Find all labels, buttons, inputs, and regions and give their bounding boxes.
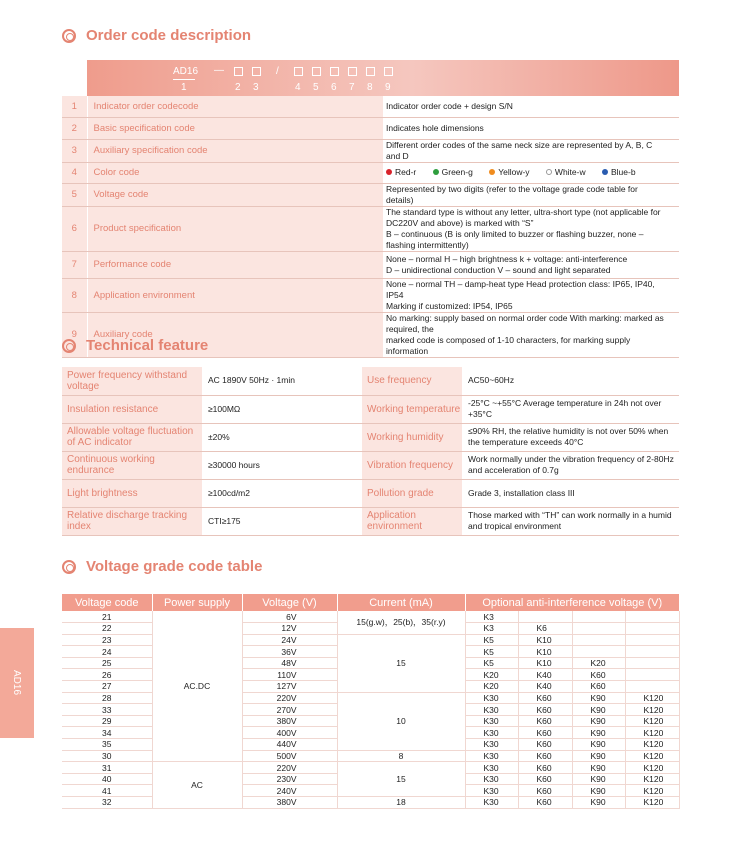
- anti-interference-cell: K90: [572, 797, 625, 809]
- order-row-no: 4: [62, 162, 87, 183]
- voltage-cell: 380V: [242, 797, 337, 809]
- tech-label: Pollution grade: [362, 479, 462, 507]
- tech-row: [62, 479, 679, 507]
- voltage-code-cell: 25: [62, 657, 152, 669]
- voltage-code-cell: 21: [62, 611, 152, 623]
- anti-interference-cell: K120: [625, 762, 679, 774]
- volt-row: [62, 611, 679, 623]
- pos-1: 1: [181, 82, 187, 93]
- anti-interference-cell: K40: [518, 669, 572, 681]
- order-row-desc-line: None – normal H – high brightness k + voltage: anti-interference: [386, 253, 628, 264]
- pos-2: 2: [235, 82, 241, 93]
- voltage-code-cell: 30: [62, 750, 152, 762]
- current-cell: 15: [337, 634, 465, 692]
- tech-value: ≥100MΩ: [202, 395, 362, 423]
- order-row-item: Performance code: [87, 251, 383, 278]
- voltage-cell: 12V: [242, 623, 337, 635]
- order-row: [62, 278, 679, 312]
- anti-interference-cell: K30: [465, 750, 518, 762]
- anti-interference-cell: K120: [625, 727, 679, 739]
- volt-row: [62, 762, 679, 774]
- code-slash: /: [276, 66, 279, 77]
- volt-title-text: Voltage grade code table: [86, 558, 263, 575]
- anti-interference-cell: K90: [572, 704, 625, 716]
- voltage-code-cell: 26: [62, 669, 152, 681]
- side-tab: [0, 628, 34, 738]
- anti-interference-cell: K30: [465, 785, 518, 797]
- anti-interference-cell: K60: [572, 669, 625, 681]
- anti-interference-cell: K90: [572, 762, 625, 774]
- order-row-desc: [383, 312, 679, 357]
- anti-interference-cell: [572, 634, 625, 646]
- anti-interference-cell: [625, 611, 679, 623]
- tech-value: ±20%: [202, 423, 362, 451]
- voltage-cell: 110V: [242, 669, 337, 681]
- tech-value: -25°C ~+55°C Average temperature in 24h not over +35°C: [462, 395, 679, 423]
- anti-interference-cell: K60: [518, 692, 572, 704]
- current-cell: 8: [337, 750, 465, 762]
- color-option-red: [386, 167, 416, 177]
- anti-interference-cell: K3: [465, 623, 518, 635]
- order-row: [62, 139, 679, 162]
- voltage-grade-table: [62, 594, 680, 809]
- color-label: Blue-b: [611, 167, 636, 177]
- anti-interference-cell: K60: [572, 681, 625, 693]
- order-header-row: [62, 60, 679, 96]
- order-row-desc-line: marked code is composed of 1-10 characters, for marking supply information: [386, 334, 631, 356]
- voltage-cell: 48V: [242, 657, 337, 669]
- anti-interference-cell: K30: [465, 762, 518, 774]
- volt-section-title: [62, 558, 262, 575]
- order-row-no: 1: [62, 96, 87, 117]
- voltage-code-cell: 40: [62, 773, 152, 785]
- order-title-text: Order code description: [86, 27, 252, 44]
- tech-row: [62, 395, 679, 423]
- pos-5: 5: [313, 82, 319, 93]
- pos-6: 6: [331, 82, 337, 93]
- anti-interference-cell: K40: [518, 681, 572, 693]
- side-tab-label: AD16: [11, 670, 22, 696]
- volt-body: [62, 611, 679, 808]
- volt-header: Current (mA): [337, 594, 465, 611]
- volt-header-row: [62, 594, 679, 611]
- anti-interference-cell: K60: [518, 750, 572, 762]
- anti-interference-cell: K60: [518, 762, 572, 774]
- technical-feature-table: [62, 367, 679, 536]
- anti-interference-cell: K5: [465, 646, 518, 658]
- anti-interference-cell: K60: [518, 785, 572, 797]
- order-row-item: Auxiliary code: [87, 312, 383, 357]
- tech-value: Grade 3, installation class III: [462, 479, 679, 507]
- code-box-5: [312, 67, 321, 76]
- blue-dot-icon: [602, 169, 608, 175]
- volt-header: Voltage (V): [242, 594, 337, 611]
- order-row-desc-line: The standard type is without any letter, ultra-short type (not applicable for DC220V and above) is marked with “S”: [386, 206, 661, 228]
- order-row-color: [62, 162, 679, 183]
- order-row-desc: [383, 206, 679, 251]
- voltage-cell: 270V: [242, 704, 337, 716]
- color-option-blue: [602, 167, 636, 177]
- tech-row: [62, 507, 679, 535]
- anti-interference-cell: K120: [625, 785, 679, 797]
- tech-title-text: Technical feature: [86, 337, 209, 354]
- pos-3: 3: [253, 82, 259, 93]
- voltage-code-cell: 27: [62, 681, 152, 693]
- voltage-code-cell: 28: [62, 692, 152, 704]
- tech-value: ≥100cd/m2: [202, 479, 362, 507]
- order-header-no: No.: [64, 72, 80, 84]
- voltage-cell: 220V: [242, 762, 337, 774]
- voltage-code-cell: 29: [62, 715, 152, 727]
- yellow-dot-icon: [489, 169, 495, 175]
- power-supply-cell: AC: [152, 762, 242, 808]
- tech-value: AC50~60Hz: [462, 367, 679, 395]
- tech-label: Insulation resistance: [62, 395, 202, 423]
- volt-header: Power supply: [152, 594, 242, 611]
- voltage-cell: 380V: [242, 715, 337, 727]
- anti-interference-cell: K60: [518, 773, 572, 785]
- anti-interference-cell: K60: [518, 797, 572, 809]
- order-row-desc: [383, 251, 679, 278]
- anti-interference-cell: K30: [465, 704, 518, 716]
- order-row-desc: Represented by two digits (refer to the voltage grade code table for details): [383, 183, 679, 206]
- tech-value: Work normally under the vibration frequency of 2-80Hz and acceleration of 0.7g: [462, 451, 679, 479]
- tech-value: CTI≥175: [202, 507, 362, 535]
- anti-interference-cell: K10: [518, 646, 572, 658]
- code-box-9: [384, 67, 393, 76]
- anti-interference-cell: [625, 623, 679, 635]
- anti-interference-cell: K5: [465, 634, 518, 646]
- order-row-no: 8: [62, 278, 87, 312]
- code-box-6: [330, 67, 339, 76]
- order-row-item: Auxiliary specification code: [87, 139, 383, 162]
- anti-interference-cell: K30: [465, 797, 518, 809]
- circle-icon: [62, 29, 76, 43]
- order-row-desc: [383, 278, 679, 312]
- anti-interference-cell: K90: [572, 773, 625, 785]
- anti-interference-cell: [625, 669, 679, 681]
- anti-interference-cell: [625, 681, 679, 693]
- order-row: [62, 251, 679, 278]
- anti-interference-cell: K30: [465, 739, 518, 751]
- voltage-code-cell: 31: [62, 762, 152, 774]
- order-row-desc: Indicates hole dimensions: [383, 117, 679, 139]
- current-cell: 18: [337, 797, 465, 809]
- anti-interference-cell: K30: [465, 773, 518, 785]
- pos-4: 4: [295, 82, 301, 93]
- order-code-pattern: [87, 60, 679, 96]
- code-box-2: [234, 67, 243, 76]
- order-row-no: 7: [62, 251, 87, 278]
- voltage-cell: 500V: [242, 750, 337, 762]
- order-row-desc-line: Marking if customized: IP54, IP65: [386, 300, 513, 311]
- anti-interference-cell: K6: [518, 623, 572, 635]
- tech-label: Working temperature: [362, 395, 462, 423]
- tech-label: Power frequency withstand voltage: [62, 367, 202, 395]
- green-dot-icon: [433, 169, 439, 175]
- anti-interference-cell: K30: [465, 715, 518, 727]
- tech-value: ≤90% RH, the relative humidity is not over 50% when the temperature exceeds 40°C: [462, 423, 679, 451]
- order-row-desc-line: B – continuous (B is only limited to buzzer or flashing buzzer, none – flashing intermittently): [386, 228, 644, 250]
- voltage-code-cell: 24: [62, 646, 152, 658]
- code-prefix: AD16: [173, 66, 199, 77]
- tech-row: [62, 423, 679, 451]
- tech-label: Vibration frequency: [362, 451, 462, 479]
- order-row-item: Product specification: [87, 206, 383, 251]
- volt-header: Voltage code: [62, 594, 152, 611]
- order-row-no: 5: [62, 183, 87, 206]
- anti-interference-cell: K60: [518, 715, 572, 727]
- current-cell: 15(g.w)，25(b)，35(r.y): [337, 611, 465, 634]
- tech-value: Those marked with “TH” can work normally in a humid and tropical environment: [462, 507, 679, 535]
- anti-interference-cell: K10: [518, 634, 572, 646]
- order-row-item: Color code: [87, 162, 383, 183]
- tech-section-title: [62, 337, 208, 354]
- code-box-7: [348, 67, 357, 76]
- tech-label: Relative discharge tracking index: [62, 507, 202, 535]
- order-row-desc: Different order codes of the same neck size are represented by A, B, C and D: [383, 139, 679, 162]
- tech-label: Continuous working endurance: [62, 451, 202, 479]
- anti-interference-cell: K60: [518, 739, 572, 751]
- anti-interference-cell: K120: [625, 704, 679, 716]
- anti-interference-cell: K90: [572, 692, 625, 704]
- circle-icon: [62, 339, 76, 353]
- anti-interference-cell: [625, 657, 679, 669]
- anti-interference-cell: K20: [465, 669, 518, 681]
- pos-9: 9: [385, 82, 391, 93]
- color-label: Green-g: [441, 167, 473, 177]
- order-row: [62, 96, 679, 117]
- anti-interference-cell: K120: [625, 797, 679, 809]
- red-dot-icon: [386, 169, 392, 175]
- anti-interference-cell: [572, 646, 625, 658]
- order-row-desc-line: No marking: supply based on normal order code With marking: marked as required, the: [386, 312, 664, 334]
- anti-interference-cell: K30: [465, 692, 518, 704]
- order-row: [62, 183, 679, 206]
- tech-label: Application environment: [362, 507, 462, 535]
- voltage-cell: 400V: [242, 727, 337, 739]
- anti-interference-cell: K120: [625, 715, 679, 727]
- tech-label: Working humidity: [362, 423, 462, 451]
- voltage-code-cell: 34: [62, 727, 152, 739]
- tech-row: [62, 451, 679, 479]
- anti-interference-cell: [625, 634, 679, 646]
- pos-8: 8: [367, 82, 373, 93]
- code-prefix-underline: [173, 79, 195, 80]
- color-label: Red-r: [395, 167, 417, 177]
- color-label: Yellow-y: [498, 167, 530, 177]
- circle-icon: [62, 560, 76, 574]
- voltage-cell: 6V: [242, 611, 337, 623]
- order-row: [62, 206, 679, 251]
- anti-interference-cell: K20: [465, 681, 518, 693]
- anti-interference-cell: K60: [518, 704, 572, 716]
- volt-header: Optional anti-interference voltage (V): [465, 594, 679, 611]
- voltage-code-cell: 22: [62, 623, 152, 635]
- anti-interference-cell: K30: [465, 727, 518, 739]
- voltage-cell: 127V: [242, 681, 337, 693]
- order-row-item: Application environment: [87, 278, 383, 312]
- order-row-no: 3: [62, 139, 87, 162]
- color-options: [383, 162, 679, 183]
- order-row-desc: Indicator order code + design S/N: [383, 96, 679, 117]
- order-row-no: 6: [62, 206, 87, 251]
- anti-interference-cell: K90: [572, 715, 625, 727]
- order-row-desc-line: D – unidirectional conduction V – sound and light separated: [386, 264, 611, 275]
- order-row: [62, 117, 679, 139]
- pos-7: 7: [349, 82, 355, 93]
- voltage-code-cell: 41: [62, 785, 152, 797]
- voltage-cell: 36V: [242, 646, 337, 658]
- color-option-white: [546, 167, 586, 177]
- anti-interference-cell: [518, 611, 572, 623]
- white-dot-icon: [546, 169, 552, 175]
- order-section-title: [62, 27, 251, 44]
- code-box-8: [366, 67, 375, 76]
- voltage-cell: 24V: [242, 634, 337, 646]
- voltage-code-cell: 33: [62, 704, 152, 716]
- anti-interference-cell: K3: [465, 611, 518, 623]
- anti-interference-cell: [625, 646, 679, 658]
- anti-interference-cell: K120: [625, 692, 679, 704]
- tech-value: AC 1890V 50Hz · 1min: [202, 367, 362, 395]
- anti-interference-cell: [572, 623, 625, 635]
- voltage-code-cell: 32: [62, 797, 152, 809]
- tech-label: Use frequency: [362, 367, 462, 395]
- anti-interference-cell: [572, 611, 625, 623]
- anti-interference-cell: K120: [625, 773, 679, 785]
- tech-value: ≥30000 hours: [202, 451, 362, 479]
- anti-interference-cell: K10: [518, 657, 572, 669]
- voltage-cell: 220V: [242, 692, 337, 704]
- tech-label: Light brightness: [62, 479, 202, 507]
- current-cell: 10: [337, 692, 465, 750]
- anti-interference-cell: K90: [572, 750, 625, 762]
- anti-interference-cell: K90: [572, 785, 625, 797]
- anti-interference-cell: K5: [465, 657, 518, 669]
- voltage-code-cell: 23: [62, 634, 152, 646]
- anti-interference-cell: K20: [572, 657, 625, 669]
- voltage-cell: 230V: [242, 773, 337, 785]
- power-supply-cell: AC.DC: [152, 611, 242, 762]
- anti-interference-cell: K120: [625, 750, 679, 762]
- code-box-3: [252, 67, 261, 76]
- tech-row: [62, 367, 679, 395]
- anti-interference-cell: K60: [518, 727, 572, 739]
- color-option-green: [433, 167, 473, 177]
- order-row-item: Indicator order codecode: [87, 96, 383, 117]
- voltage-cell: 440V: [242, 739, 337, 751]
- voltage-code-cell: 35: [62, 739, 152, 751]
- order-row-desc-line: None – normal TH – damp-heat type Head protection class: IP65, IP40, IP54: [386, 278, 655, 300]
- color-label: White-w: [554, 167, 586, 177]
- anti-interference-cell: K90: [572, 727, 625, 739]
- code-box-4: [294, 67, 303, 76]
- order-row-item: Basic specification code: [87, 117, 383, 139]
- tech-label: Allowable voltage fluctuation of AC indicator: [62, 423, 202, 451]
- anti-interference-cell: K120: [625, 739, 679, 751]
- order-row-no: 2: [62, 117, 87, 139]
- order-code-table: [62, 60, 679, 358]
- order-row-no: 9: [62, 312, 87, 357]
- order-row-item: Voltage code: [87, 183, 383, 206]
- voltage-cell: 240V: [242, 785, 337, 797]
- color-option-yellow: [489, 167, 529, 177]
- code-dash: —: [214, 65, 224, 76]
- current-cell: 15: [337, 762, 465, 797]
- anti-interference-cell: K90: [572, 739, 625, 751]
